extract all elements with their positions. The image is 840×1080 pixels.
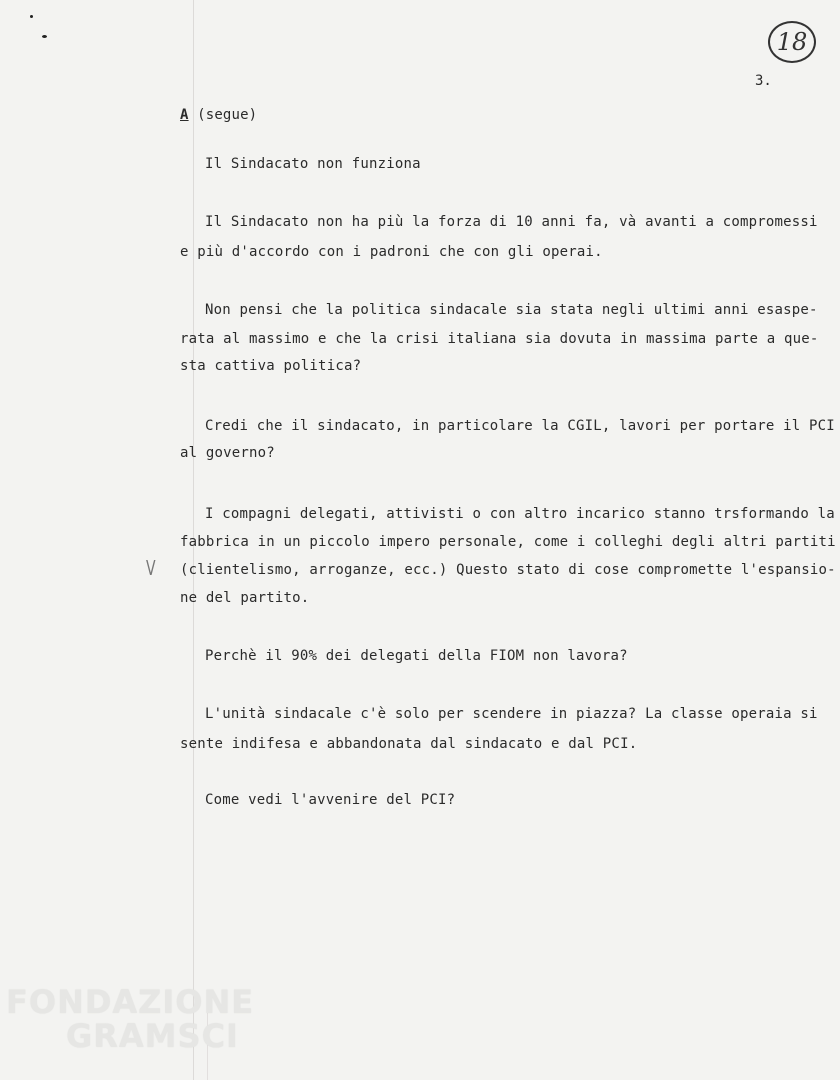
text-line: fabbrica in un piccolo impero personale, come i colleghi degli altri partiti xyxy=(180,534,836,550)
text-line: Credi che il sindacato, in particolare la CGIL, lavori per portare il PCI xyxy=(205,418,835,434)
margin-check-mark: V xyxy=(146,556,156,580)
text-line: sente indifesa e abbandonata dal sindacato e dal PCI. xyxy=(180,736,638,752)
section-suffix: (segue) xyxy=(188,107,258,123)
folio-number xyxy=(768,21,816,63)
archive-watermark xyxy=(6,985,254,1053)
text-line: Perchè il 90% dei delegati della FIOM non lavora? xyxy=(205,648,628,664)
text-line: I compagni delegati, attivisti o con altro incarico stanno trsformando la xyxy=(205,506,835,522)
text-line: rata al massimo e che la crisi italiana sia dovuta in massima parte a que- xyxy=(180,331,819,347)
folio-text: 18 xyxy=(776,28,808,56)
text-line: Non pensi che la politica sindacale sia stata negli ultimi anni esaspe- xyxy=(205,302,818,318)
speck xyxy=(42,35,47,38)
watermark-line: FONDAZIONE xyxy=(6,983,255,1021)
text-line: sta cattiva politica? xyxy=(180,358,362,374)
section-marker: A xyxy=(180,107,189,123)
watermark-line: GRAMSCI xyxy=(66,1017,239,1055)
text-line: Come vedi l'avvenire del PCI? xyxy=(205,792,456,808)
section-heading xyxy=(180,107,257,123)
text-line: al governo? xyxy=(180,445,275,461)
speck xyxy=(30,15,33,18)
text-line: Il Sindacato non ha più la forza di 10 anni fa, và avanti a compromessi xyxy=(205,214,818,230)
text-line: Il Sindacato non funziona xyxy=(205,156,421,172)
page-number: 3. xyxy=(755,73,772,89)
text-line: L'unità sindacale c'è solo per scendere in piazza? La classe operaia si xyxy=(205,706,818,722)
text-line: ne del partito. xyxy=(180,590,310,606)
text-line: e più d'accordo con i padroni che con gli operai. xyxy=(180,244,603,260)
text-line: (clientelismo, arroganze, ecc.) Questo stato di cose compromette l'espansio- xyxy=(180,562,836,578)
